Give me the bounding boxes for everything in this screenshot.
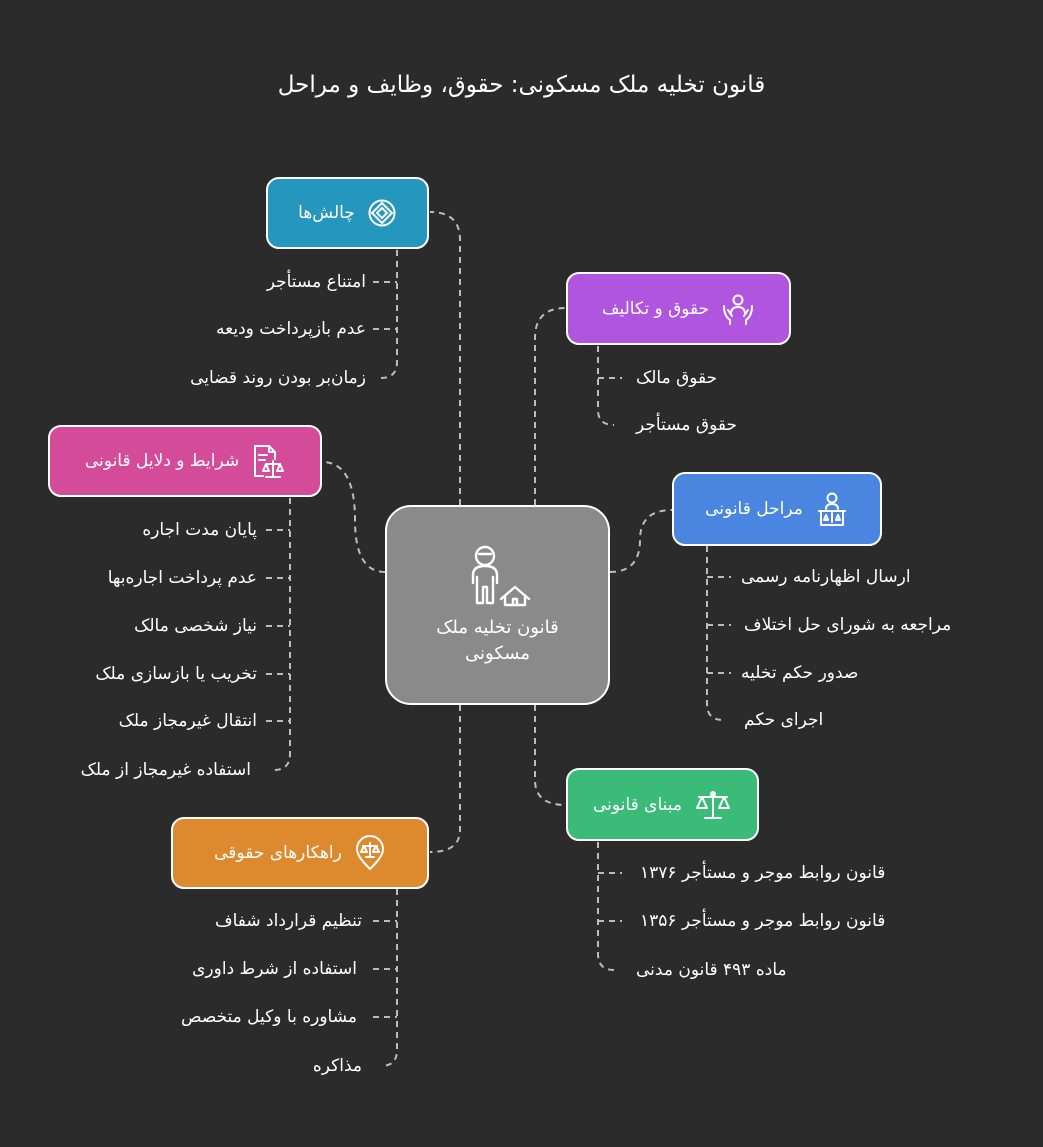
branch-challenges[interactable] [266,177,429,249]
connector-solutions [430,705,460,852]
list-item: مذاکره [312,1056,362,1076]
connector-rights [535,308,566,505]
center-node[interactable] [385,505,610,705]
person-house-icon [463,543,533,609]
list-item: امتناع مستأجر [266,272,366,292]
branch-label: چالش‌ها [298,203,355,223]
connector-basis [535,705,566,805]
branch-label: مبنای قانونی [593,794,682,815]
list-item: انتقال غیرمجاز ملک [118,711,257,731]
list-item: تنظیم قرارداد شفاف [214,911,362,931]
pin-scales-icon [354,835,386,871]
connector-conditions [322,462,385,572]
judge-scales-icon [815,491,849,527]
list-item: پایان مدت اجاره [142,520,257,540]
list-item: مشاوره با وکیل متخصص [181,1007,357,1027]
connector-challenges [430,212,460,505]
hands-person-icon [721,292,755,326]
list-item: ارسال اظهارنامه رسمی [741,567,911,587]
list-item: عدم بازپرداخت ودیعه [216,319,366,339]
list-item: اجرای حکم [744,710,824,730]
list-item: قانون روابط موجر و مستأجر ۱۳۵۶ [640,911,886,931]
branch-basis[interactable] [566,768,759,841]
list-item: زمان‌بر بودن روند قضایی [190,368,366,388]
document-scales-icon [251,443,285,479]
connector-stages [610,510,672,572]
branch-conditions[interactable] [48,425,322,497]
list-item: استفاده از شرط داوری [192,959,357,979]
diagram-title: قانون تخلیه ملک مسکونی: حقوق، وظایف و مراحل [277,72,766,98]
list-item: حقوق مالک [636,368,718,388]
branch-label: مراحل قانونی [705,499,803,519]
center-label: قانون تخلیه ملک مسکونی [436,617,559,664]
list-item: قانون روابط موجر و مستأجر ۱۳۷۶ [640,863,886,883]
target-diamond-icon [367,198,397,228]
list-item: عدم پرداخت اجاره‌بها [107,568,257,588]
list-item: ماده ۴۹۳ قانون مدنی [636,960,787,980]
list-item: تخریب یا بازسازی ملک [95,664,257,684]
scales-icon [694,789,732,821]
branch-label: شرایط و دلایل قانونی [84,451,240,471]
list-item: صدور حکم تخلیه [741,663,859,683]
branch-label: راهکارهای حقوقی [214,843,342,863]
list-item: مراجعه به شورای حل اختلاف [744,615,952,635]
branch-stages[interactable] [672,472,882,546]
branch-label: حقوق و تکالیف [601,298,710,319]
list-item: نیاز شخصی مالک [134,616,257,636]
branch-rights[interactable] [566,272,791,345]
list-item: استفاده غیرمجاز از ملک [80,760,251,780]
branch-solutions[interactable] [171,817,429,889]
list-item: حقوق مستأجر [636,415,737,435]
